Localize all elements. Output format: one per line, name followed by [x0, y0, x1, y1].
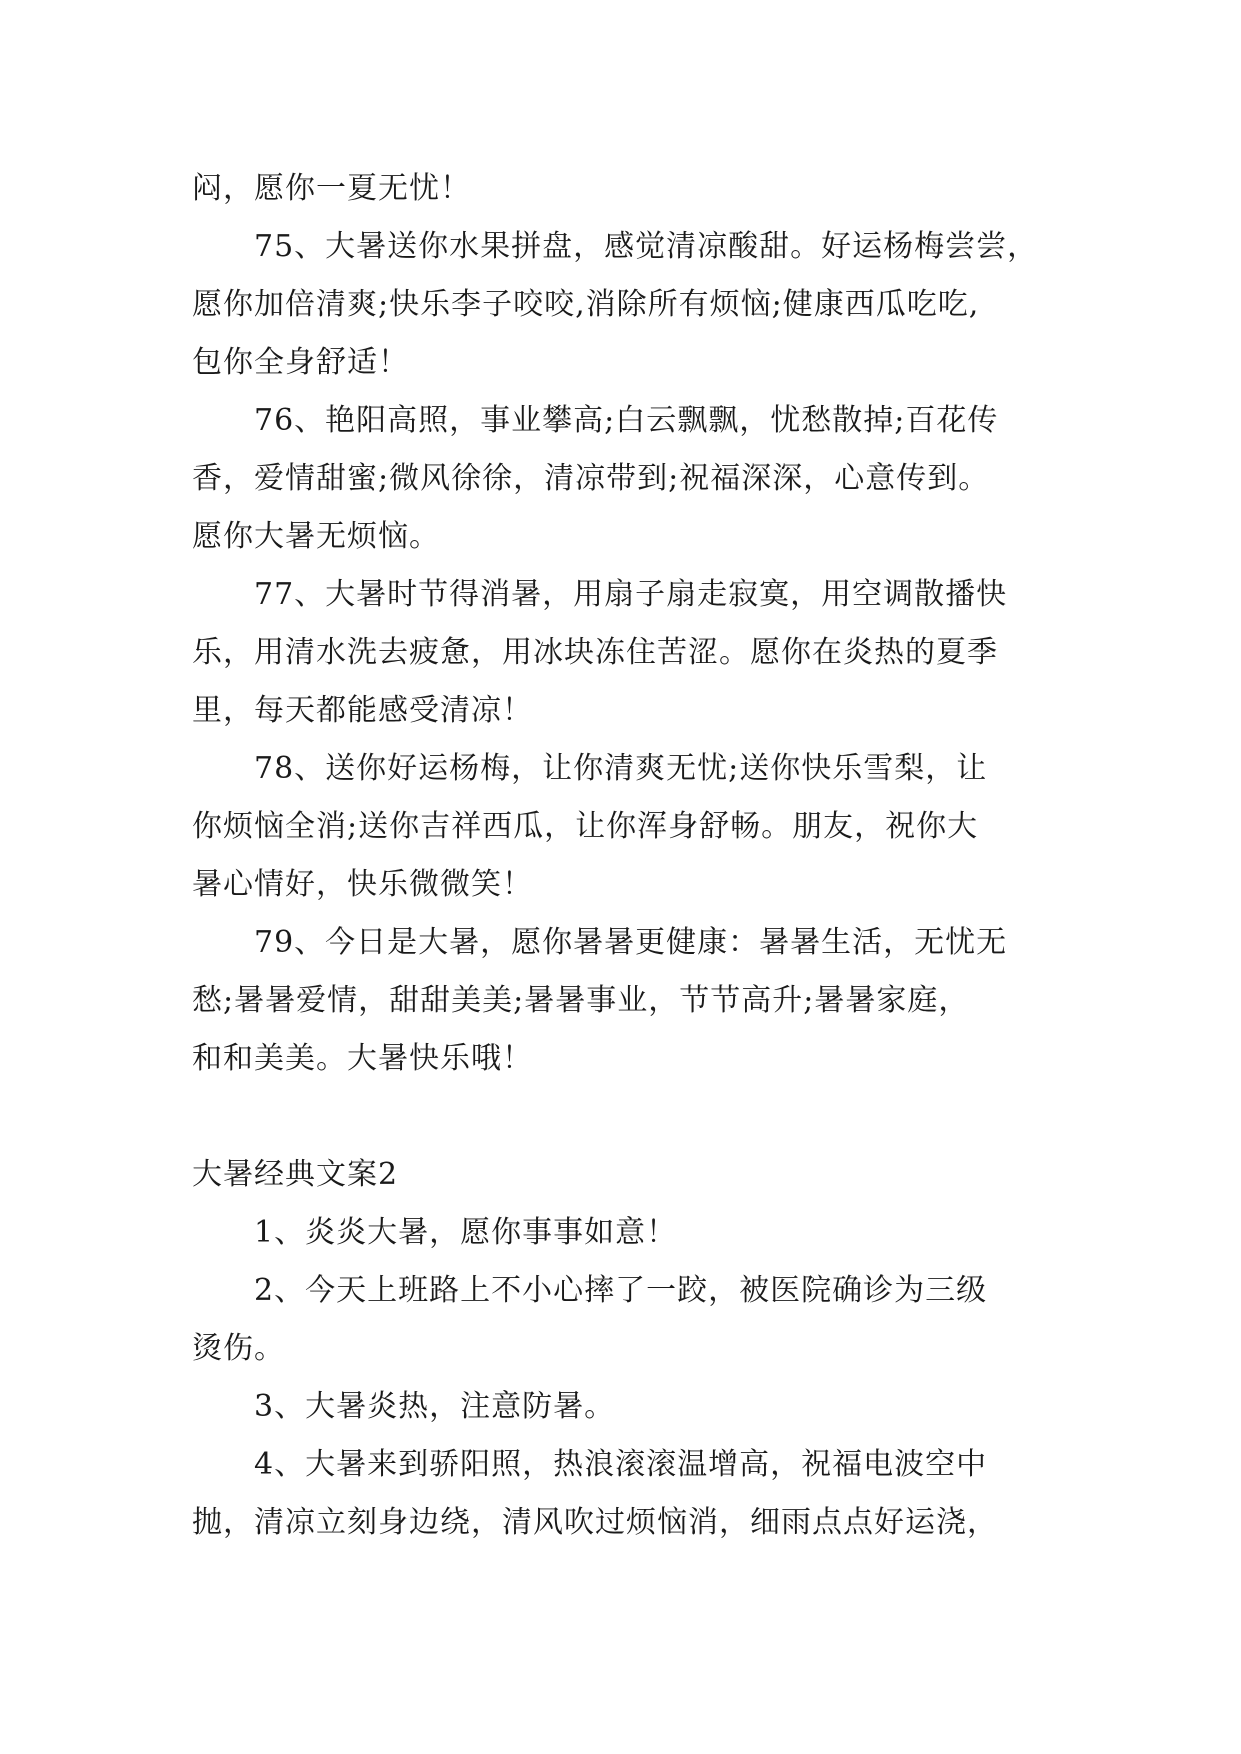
text-line: 78、送你好运杨梅，让你清爽无忧;送你快乐雪梨，让 [254, 751, 988, 786]
text-line: 闷，愿你一夏无忧！ [192, 171, 471, 206]
text-line: 4、大暑来到骄阳照，热浪滚滚温增高，祝福电波空中 [254, 1447, 988, 1482]
section-heading: 大暑经典文案2 [192, 1157, 399, 1192]
text-line: 暑心情好，快乐微微笑！ [192, 867, 533, 902]
text-line: 愿你大暑无烦恼。 [192, 519, 440, 554]
text-line: 77、大暑时节得消暑，用扇子扇走寂寞，用空调散播快 [254, 577, 1008, 612]
text-line: 2、今天上班路上不小心摔了一跤，被医院确诊为三级 [254, 1273, 988, 1308]
text-line: 香，爱情甜蜜;微风徐徐，清凉带到;祝福深深，心意传到。 [192, 461, 990, 496]
text-line: 和和美美。大暑快乐哦！ [192, 1041, 533, 1076]
text-line: 愁;暑暑爱情，甜甜美美;暑暑事业，节节高升;暑暑家庭， [192, 983, 970, 1018]
section-spacer [192, 1088, 1072, 1146]
text-line: 乐，用清水洗去疲惫，用冰块冻住苦涩。愿你在炎热的夏季 [192, 635, 998, 670]
text-line: 你烦恼全消;送你吉祥西瓜，让你浑身舒畅。朋友，祝你大 [192, 809, 979, 844]
document-page [192, 160, 1072, 1552]
paragraph-block-before-heading [192, 160, 1072, 1088]
text-line: 包你全身舒适！ [192, 345, 409, 380]
text-line: 79、今日是大暑，愿你暑暑更健康：暑暑生活，无忧无 [254, 925, 1008, 960]
text-line: 76、艳阳高照，事业攀高;白云飘飘，忧愁散掉;百花传 [254, 403, 999, 438]
text-line: 1、炎炎大暑，愿你事事如意！ [254, 1215, 678, 1250]
text-line: 里，每天都能感受清凉！ [192, 693, 533, 728]
text-line: 3、大暑炎热，注意防暑。 [254, 1389, 616, 1424]
paragraph-block-after-heading [192, 1204, 1072, 1552]
text-line: 愿你加倍清爽;快乐李子咬咬,消除所有烦恼;健康西瓜吃吃, [192, 287, 980, 322]
text-line: 抛，清凉立刻身边绕，清风吹过烦恼消，细雨点点好运浇， [192, 1505, 998, 1540]
text-line: 75、大暑送你水果拼盘，感觉清凉酸甜。好运杨梅尝尝， [254, 229, 1039, 264]
text-line: 烫伤。 [192, 1331, 285, 1366]
